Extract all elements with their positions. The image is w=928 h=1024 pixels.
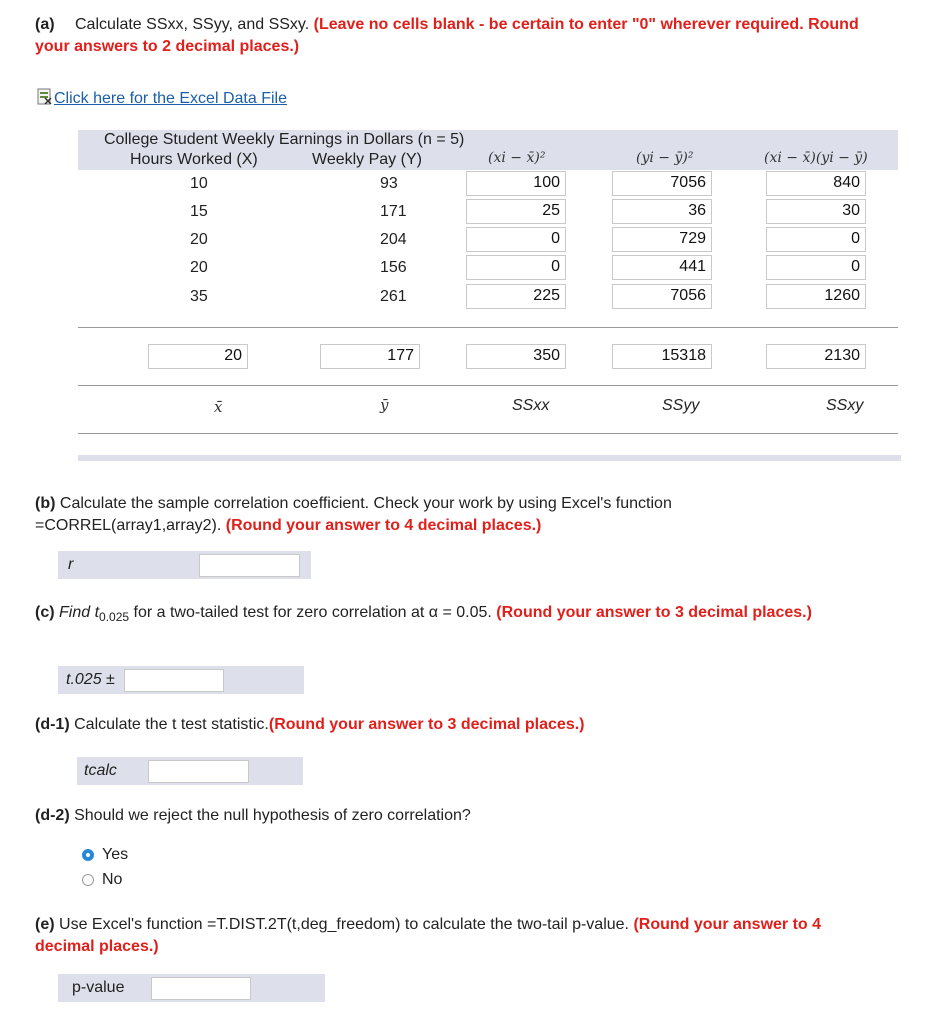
table-divider [78,433,898,434]
part-b-text: Calculate the sample correlation coefficient. Check your work by using Excel's function =CORREL(array1,array2). [35,495,672,534]
pvalue-label: p-value [72,979,125,996]
input-dy2[interactable]: 7056 [612,171,712,196]
input-dy2[interactable]: 7056 [612,284,712,309]
input-ssxx[interactable]: 350 [466,344,566,369]
input-dy2[interactable]: 36 [612,199,712,224]
input-dx2[interactable]: 25 [466,199,566,224]
tcalc-input[interactable] [148,760,249,783]
part-d2-question [35,805,895,827]
t025-label: t.025 ± [66,671,115,688]
input-ssyy[interactable]: 15318 [612,344,712,369]
header-dxdy: (xi − x̄)(yi − ȳ) [764,150,868,166]
radio-no[interactable] [82,874,94,886]
part-e-instruction: (Round your answer to 4 decimal places.) [35,916,822,955]
table-caption: College Student Weekly Earnings in Dollars (n = 5) [104,131,465,148]
cell-y: 156 [380,259,407,276]
excel-file-icon [36,88,54,106]
input-dx2[interactable]: 100 [466,171,566,196]
input-dxdy[interactable]: 0 [766,227,866,252]
cell-x: 35 [190,288,208,305]
part-d1-question [35,714,895,736]
cell-x: 15 [190,203,208,220]
pvalue-input[interactable] [151,977,251,1000]
header-weekly-pay: Weekly Pay (Y) [312,151,422,168]
cell-x: 20 [190,259,208,276]
input-dxdy[interactable]: 30 [766,199,866,224]
input-dx2[interactable]: 225 [466,284,566,309]
part-b-question [35,493,835,537]
label-ssxx: SSxx [512,397,550,414]
input-dy2[interactable]: 729 [612,227,712,252]
cell-x: 20 [190,231,208,248]
part-c-text-post: for a two-tailed test for zero correlation at α = 0.05. [133,604,492,621]
input-y-mean[interactable]: 177 [320,344,420,369]
part-b-instruction: (Round your answer to 4 decimal places.) [225,517,542,534]
header-hours-worked: Hours Worked (X) [130,151,258,168]
table-divider [78,327,898,328]
radio-yes-label[interactable]: Yes [102,846,129,863]
tcalc-label: tcalc [84,762,117,779]
header-dx-squared: (xi − x̄)² [488,150,546,166]
cell-y: 261 [380,288,407,305]
part-c-text-sub: 0.025 [99,610,130,624]
part-c-label: (c) [35,604,55,621]
t025-input[interactable] [124,669,224,692]
input-dxdy[interactable]: 0 [766,255,866,280]
label-y-bar: ȳ [380,396,389,414]
input-dx2[interactable]: 0 [466,255,566,280]
table-divider [78,385,898,386]
part-c-instruction: (Round your answer to 3 decimal places.) [496,604,812,621]
radio-yes[interactable] [82,849,94,861]
r-label: r [68,556,74,573]
part-e-text: Use Excel's function =T.DIST.2T(t,deg_freedom) to calculate the two-tail p-value. [59,916,629,933]
r-input[interactable] [199,554,300,577]
part-c-question [35,602,825,624]
input-dx2[interactable]: 0 [466,227,566,252]
part-a-text: Calculate SSxx, SSyy, and SSxy. [75,16,310,33]
table-bottom-band [78,455,901,461]
header-dy-squared: (yi − ȳ)² [636,150,694,166]
excel-link-row[interactable] [36,88,287,109]
part-a-label: (a) [35,16,55,33]
part-a-instruction: (Leave no cells blank - be certain to enter "0" wherever required. Round your answers to 2 decimal places.) [35,16,859,55]
excel-data-link[interactable]: Click here for the Excel Data File [54,90,287,107]
part-c-text-pre: Find t [59,604,100,621]
cell-y: 204 [380,231,407,248]
cell-y: 171 [380,203,407,220]
input-dxdy[interactable]: 840 [766,171,866,196]
part-d1-label: (d-1) [35,716,70,733]
cell-x: 10 [190,175,208,192]
part-d2-label: (d-2) [35,807,70,824]
cell-y: 93 [380,175,398,192]
part-d2-text: Should we reject the null hypothesis of zero correlation? [74,807,471,824]
part-d1-instruction: (Round your answer to 3 decimal places.) [268,716,585,733]
radio-no-label[interactable]: No [102,871,123,888]
part-e-label: (e) [35,916,55,933]
part-b-label: (b) [35,495,56,512]
input-dy2[interactable]: 441 [612,255,712,280]
part-a-question [35,14,895,58]
input-x-mean[interactable]: 20 [148,344,248,369]
label-ssxy: SSxy [826,397,864,414]
part-d1-text: Calculate the t test statistic. [74,716,269,733]
input-dxdy[interactable]: 1260 [766,284,866,309]
label-x-bar: x̄ [214,398,223,416]
part-e-question [35,914,855,958]
label-ssyy: SSyy [662,397,700,414]
input-ssxy[interactable]: 2130 [766,344,866,369]
